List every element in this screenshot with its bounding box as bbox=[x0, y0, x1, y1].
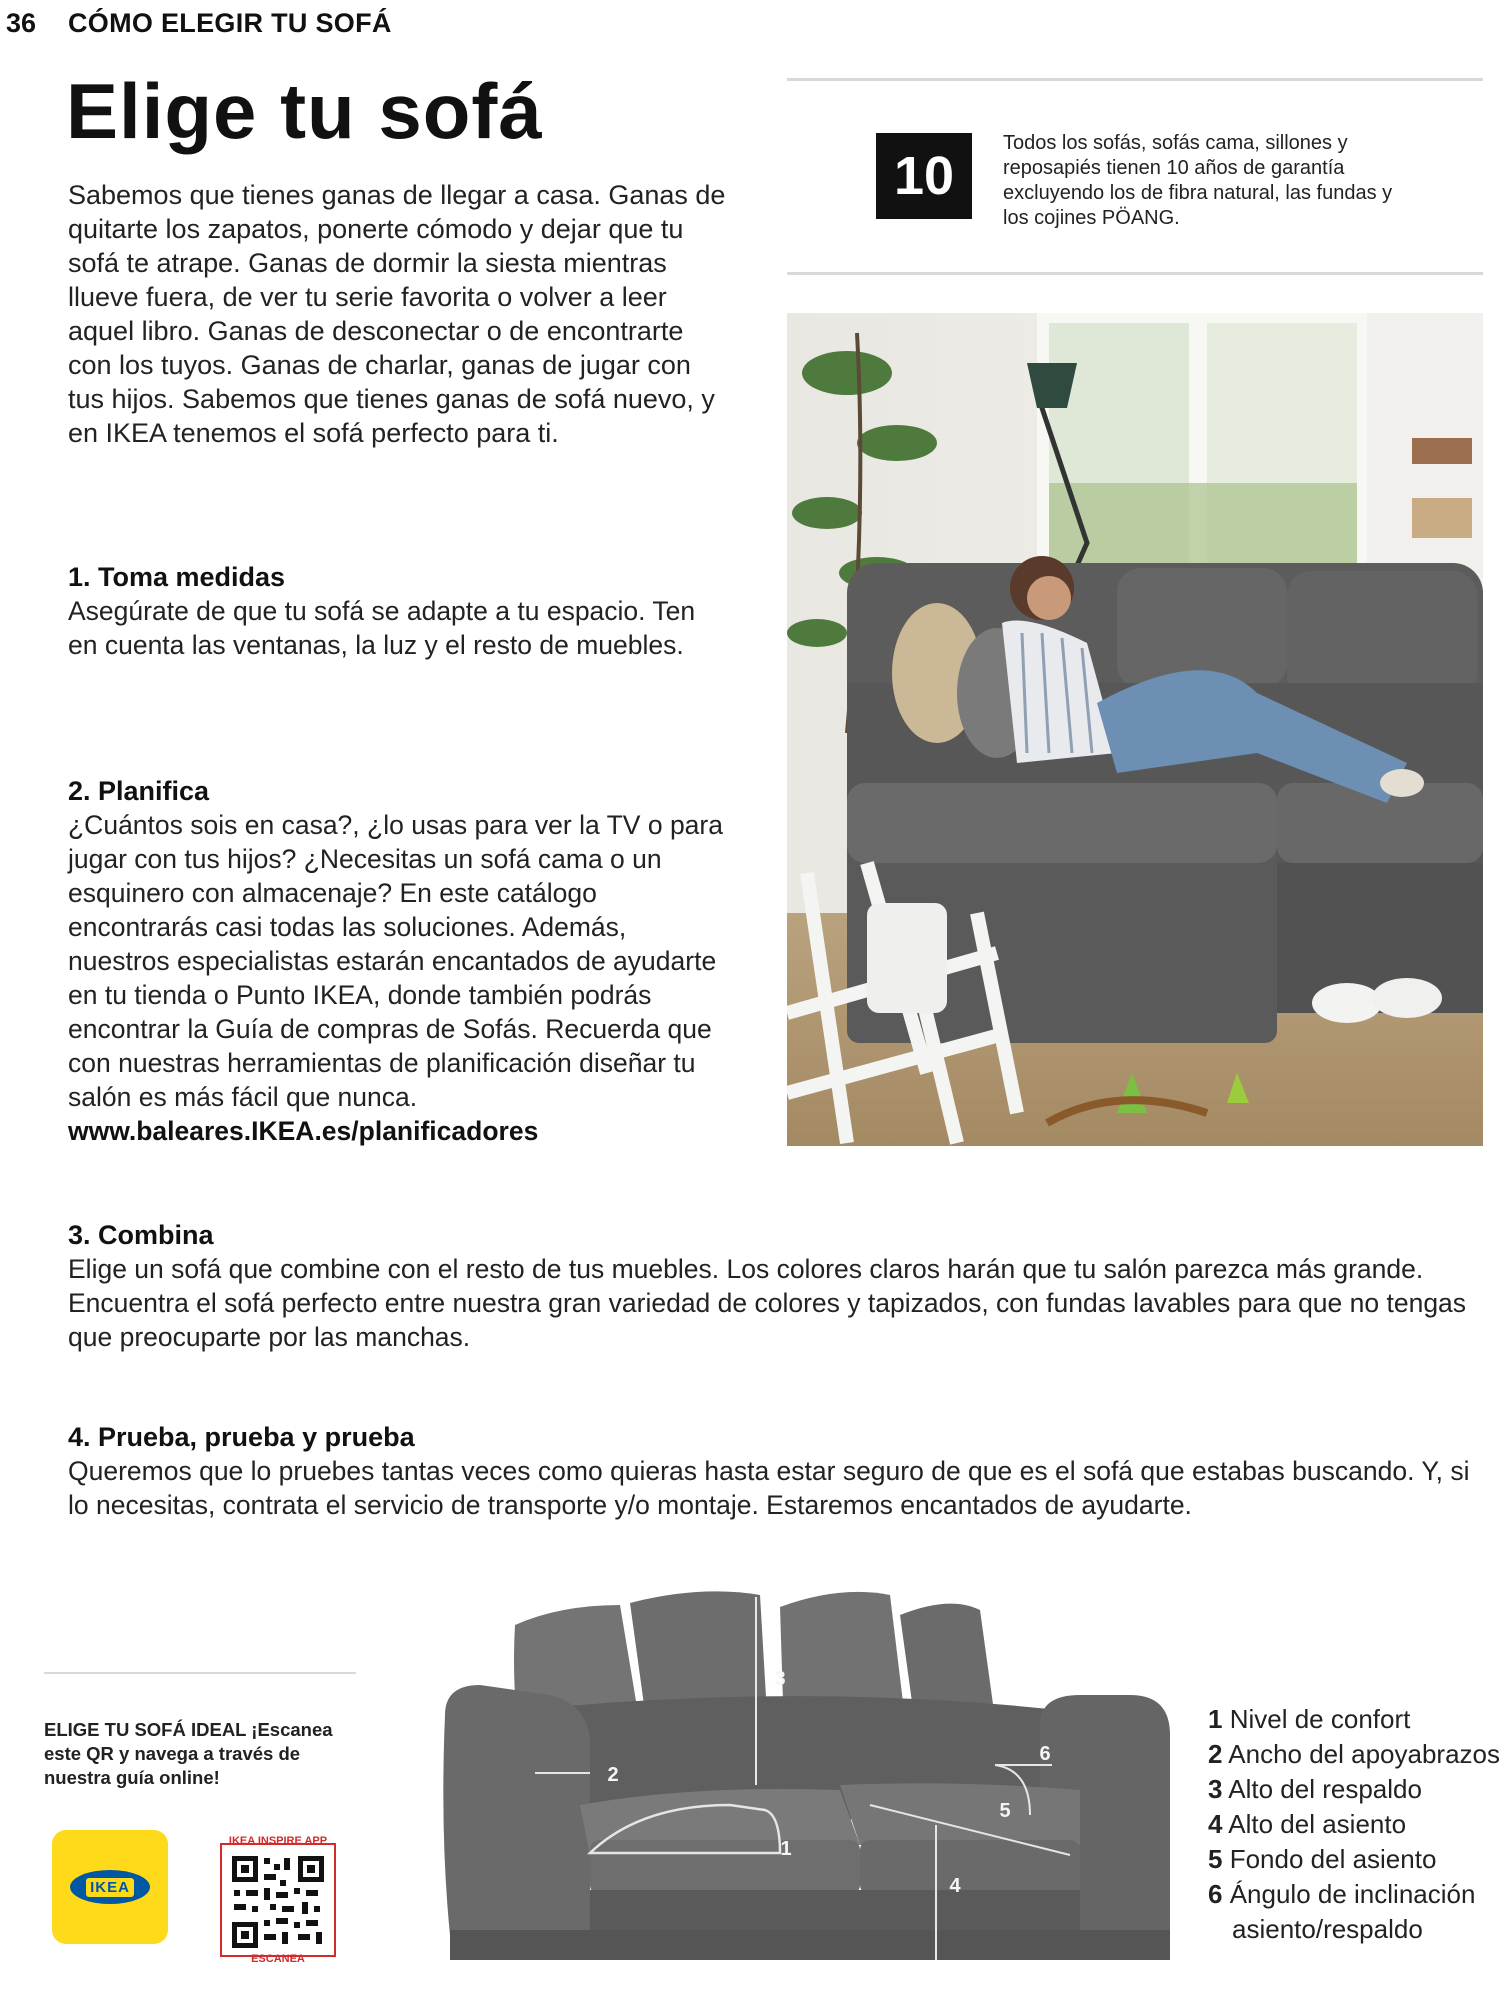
qr-promo-label: ELIGE TU SOFÁ IDEAL ¡Escanea este QR y navega a través de nuestra guía online! bbox=[44, 1719, 333, 1788]
planner-link[interactable]: www.baleares.IKEA.es/planificadores bbox=[68, 1116, 539, 1146]
divider-top bbox=[787, 78, 1483, 81]
page-title: Elige tu sofá bbox=[66, 67, 543, 155]
diagram-legend bbox=[1208, 1702, 1500, 1947]
qr-top-label: IKEA INSPIRE APP bbox=[228, 1835, 328, 1847]
step-3-title: 3. Combina bbox=[68, 1220, 214, 1250]
warranty-badge: 10 bbox=[876, 133, 972, 219]
step-1 bbox=[68, 560, 728, 662]
sofa-diagram bbox=[440, 1585, 1180, 1990]
ikea-logo bbox=[52, 1830, 168, 1944]
divider-qr bbox=[44, 1672, 356, 1674]
step-2-body: ¿Cuántos sois en casa?, ¿lo usas para ver la TV o para jugar con tus hijos? ¿Necesitas un sofá cama o un esquinero con almacenaje? En este catálogo encontrarás casi todas las soluciones. Además, nuestros especialistas estarán encantados de ayudarte en tu tienda o Punto IKEA, donde también podrás encontrar la Guía de compras de Sofás. Recuerda que con nuestras herramientas de planificación diseñar tu salón es más fácil que nunca. bbox=[68, 810, 723, 1112]
step-4 bbox=[68, 1420, 1488, 1522]
step-4-body: Queremos que lo pruebes tantas veces como quieras hasta estar seguro de que es el sofá que estabas buscando. Y, si lo necesitas, contrata el servicio de transporte y/o montaje. Estaremos encantados de ayudarte. bbox=[68, 1456, 1470, 1520]
diagram-marker-2: 2 bbox=[607, 1764, 619, 1786]
page-number: 36 bbox=[6, 8, 37, 38]
living-room-photo bbox=[787, 313, 1483, 1146]
legend-item-continuation: asiento/respaldo bbox=[1232, 1914, 1423, 1944]
step-3 bbox=[68, 1218, 1488, 1354]
legend-item: 3 Alto del respaldo bbox=[1208, 1774, 1422, 1804]
intro-paragraph: Sabemos que tienes ganas de llegar a casa. Ganas de quitarte los zapatos, ponerte cómodo y dejar que tu sofá te atrape. Ganas de dormir la siesta mientras llueve fuera, de ver tu serie favorita o volver a leer aquel libro. Ganas de desconectar o de encontrarte con los tuyos. Ganas de charlar, ganas de jugar con tus hijos. Sabemos que tienes ganas de sofá nuevo, y en IKEA tenemos el sofá perfecto para ti. bbox=[68, 180, 726, 448]
diagram-marker-5: 5 bbox=[999, 1800, 1011, 1822]
diagram-marker-6: 6 bbox=[1039, 1743, 1051, 1765]
step-1-body: Asegúrate de que tu sofá se adapte a tu espacio. Ten en cuenta las ventanas, la luz y el resto de muebles. bbox=[68, 596, 696, 660]
warranty-text: Todos los sofás, sofás cama, sillones y reposapiés tienen 10 años de garantía excluyendo los de fibra natural, las fundas y los cojines PÖANG. bbox=[1003, 132, 1393, 229]
section-title: CÓMO ELEGIR TU SOFÁ bbox=[68, 8, 392, 38]
step-2 bbox=[68, 774, 728, 1148]
diagram-marker-4: 4 bbox=[949, 1875, 961, 1897]
divider-bottom bbox=[787, 272, 1483, 275]
diagram-marker-3: 3 bbox=[774, 1668, 786, 1690]
ikea-logo-text: IKEA bbox=[86, 1878, 134, 1897]
step-1-title: 1. Toma medidas bbox=[68, 562, 286, 592]
legend-item: 4 Alto del asiento bbox=[1208, 1809, 1407, 1839]
legend-item: 1 Nivel de confort bbox=[1208, 1704, 1411, 1734]
legend-item: 5 Fondo del asiento bbox=[1208, 1844, 1437, 1874]
legend-item: 6 Ángulo de inclinación bbox=[1208, 1879, 1476, 1909]
step-4-title: 4. Prueba, prueba y prueba bbox=[68, 1422, 415, 1452]
step-3-body: Elige un sofá que combine con el resto de tus muebles. Los colores claros harán que tu salón parezca más grande. Encuentra el sofá perfecto entre nuestra gran variedad de colores y tapizados, con fundas lavables para que no tengas que preocuparte por las manchas. bbox=[68, 1254, 1467, 1352]
step-2-title: 2. Planifica bbox=[68, 776, 210, 806]
qr-bottom-label: ESCANEA bbox=[251, 1953, 305, 1964]
legend-item: 2 Ancho del apoyabrazos bbox=[1208, 1739, 1501, 1769]
qr-code[interactable] bbox=[220, 1834, 336, 1964]
diagram-marker-1: 1 bbox=[780, 1838, 792, 1860]
